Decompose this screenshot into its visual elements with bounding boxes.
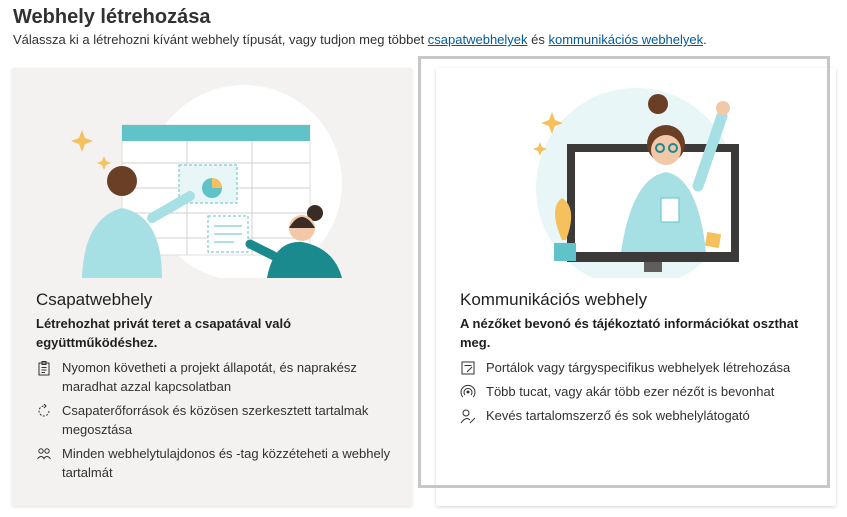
sync-icon [36,403,52,419]
list-item [460,358,816,377]
communication-site-features [460,358,816,430]
communication-site-illustration [436,68,836,278]
list-item [460,406,816,425]
feature-text: Nyomon követheti a projekt állapotát, és naprakész maradhat azzal kapcsolatban [62,360,357,394]
feature-text: Kevés tartalomszerző és sok webhelylátogató [486,408,750,423]
page-title: Webhely létrehozása [13,6,211,28]
list-item [36,401,392,439]
person-edit-icon [460,408,476,424]
communication-site-title: Kommunikációs webhely [460,290,648,309]
team-sites-link[interactable]: csapatwebhelyek [427,32,528,47]
subtitle-conjunction: és [527,32,549,47]
team-site-illustration [12,68,412,278]
feature-text: Több tucat, vagy akár több ezer nézőt is bevonhat [486,384,775,399]
communication-site-description: A nézőket bevonó és tájékoztató információkat oszthat meg. [460,316,799,350]
feature-text: Minden webhelytulajdonos és -tag közzéteheti a webhely tartalmát [62,446,391,480]
people-icon [36,446,52,462]
subtitle-end: . [703,32,707,47]
communication-sites-link[interactable]: kommunikációs webhelyek [548,32,704,47]
broadcast-icon [460,384,476,400]
list-item [36,358,392,396]
page-edit-icon [460,360,476,376]
communication-site-card[interactable] [436,68,836,506]
list-item [36,444,392,482]
team-site-description: Létrehozhat privát teret a csapatával való együttműködéshez. [36,316,292,350]
feature-text: Csapaterőforrások és közösen szerkesztett tartalmak megosztása [62,403,369,437]
list-item [460,382,816,401]
clipboard-icon [36,360,52,376]
team-site-title: Csapatwebhely [36,290,153,309]
subtitle-text: Válassza ki a létrehozni kívánt webhely típusát, vagy tudjon meg többet [13,32,428,47]
team-site-features [36,358,392,487]
feature-text: Portálok vagy tárgyspecifikus webhelyek létrehozása [486,360,791,375]
team-site-card[interactable] [12,68,412,506]
page-subtitle [13,32,707,47]
